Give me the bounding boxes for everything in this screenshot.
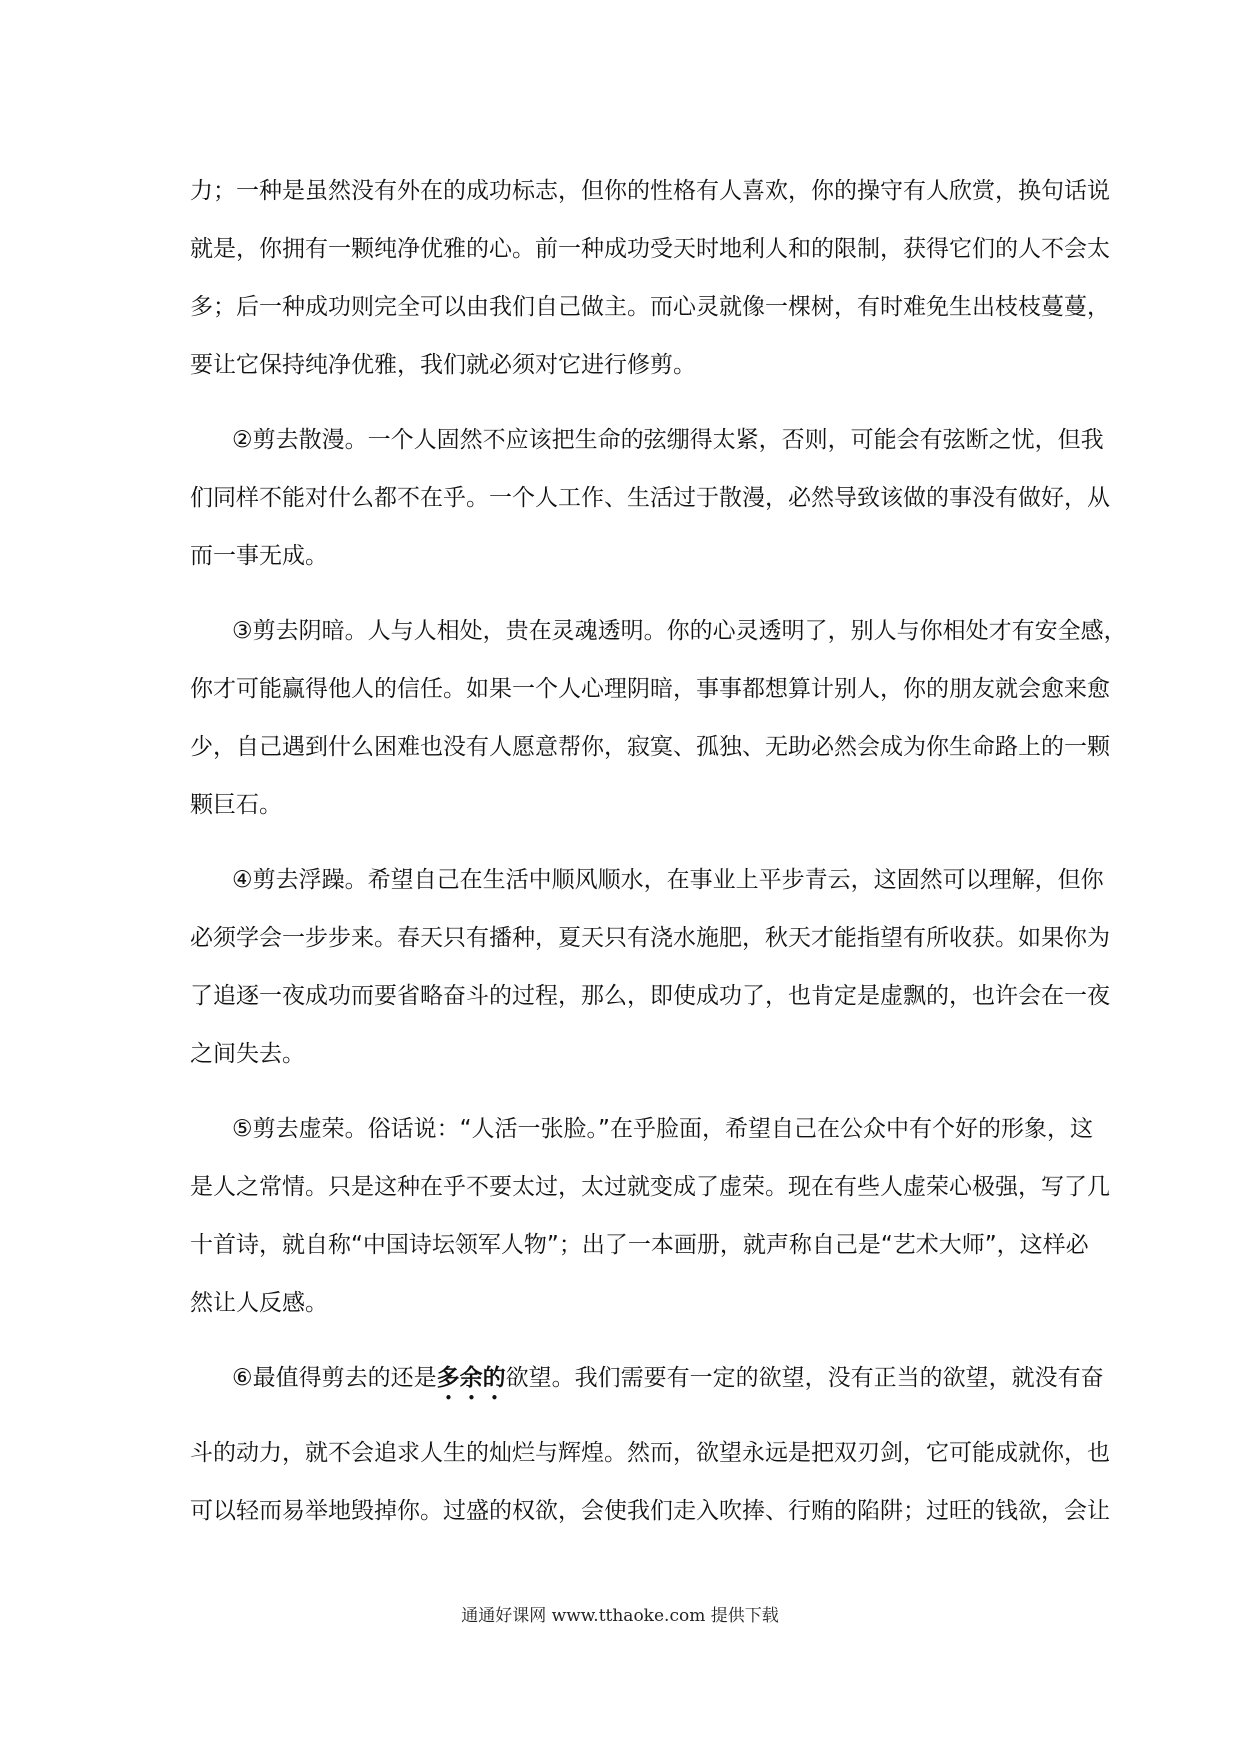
paragraph-6-line: [232, 1363, 1104, 1405]
text-line: 们同样不能对什么都不在乎。一个人工作、生活过于散漫，必然导致该做的事没有做好，从: [190, 485, 1110, 511]
page-footer: 通通好课网 www.tthaoke.com 提供下载: [461, 1606, 779, 1626]
text-line: 多；后一种成功则完全可以由我们自己做主。而心灵就像一棵树，有时难免生出枝枝蔓蔓，: [190, 294, 1110, 320]
text-segment: ⑥最值得剪去的还是: [232, 1365, 437, 1391]
text-line: 之间失去。: [190, 1041, 305, 1067]
text-line: 力；一种是虽然没有外在的成功标志，但你的性格有人喜欢，你的操守有人欣赏，换句话说: [190, 178, 1110, 204]
text-line: 了追逐一夜成功而要省略奋斗的过程，那么，即使成功了，也肯定是虚飘的，也许会在一夜: [190, 983, 1110, 1009]
paragraph-3-line: ③剪去阴暗。人与人相处，贵在灵魂透明。你的心灵透明了，别人与你相处才有安全感，: [232, 618, 1127, 644]
text-line: 就是，你拥有一颗纯净优雅的心。前一种成功受天时地利人和的限制，获得它们的人不会太: [190, 236, 1110, 262]
paragraph-4-line: ④剪去浮躁。希望自己在生活中顺风顺水，在事业上平步青云，这固然可以理解，但你: [232, 867, 1104, 893]
emphasized-phrase: 多余的: [436, 1365, 506, 1391]
text-line: 你才可能赢得他人的信任。如果一个人心理阴暗，事事都想算计别人，你的朋友就会愈来愈: [190, 676, 1110, 702]
text-line: 少，自己遇到什么困难也没有人愿意帮你，寂寞、孤独、无助必然会成为你生命路上的一颗: [190, 734, 1110, 760]
text-line: 颗巨石。: [190, 792, 282, 818]
text-line: 十首诗，就自称“中国诗坛领军人物”；出了一本画册，就声称自己是“艺术大师”，这样必: [190, 1232, 1089, 1258]
text-line: 斗的动力，就不会追求人生的灿烂与辉煌。然而，欲望永远是把双刃剑，它可能成就你，也: [190, 1440, 1110, 1466]
paragraph-2-line: ②剪去散漫。一个人固然不应该把生命的弦绷得太紧，否则，可能会有弦断之忧，但我: [232, 427, 1104, 453]
text-line: 可以轻而易举地毁掉你。过盛的权欲，会使我们走入吹捧、行贿的陷阱；过旺的钱欲，会让: [190, 1498, 1110, 1524]
text-segment: 欲望。我们需要有一定的欲望，没有正当的欲望，就没有奋: [505, 1365, 1104, 1391]
paragraph-5-line: ⑤剪去虚荣。俗话说：“人活一张脸。”在乎脸面，希望自己在公众中有个好的形象，这: [232, 1116, 1093, 1142]
text-line: 而一事无成。: [190, 543, 328, 569]
text-line: 要让它保持纯净优雅，我们就必须对它进行修剪。: [190, 352, 696, 378]
text-line: 是人之常情。只是这种在乎不要太过，太过就变成了虚荣。现在有些人虚荣心极强，写了几: [190, 1174, 1110, 1200]
text-line: 必须学会一步步来。春天只有播种，夏天只有浇水施肥，秋天才能指望有所收获。如果你为: [190, 925, 1110, 951]
text-line: 然让人反感。: [190, 1290, 328, 1316]
